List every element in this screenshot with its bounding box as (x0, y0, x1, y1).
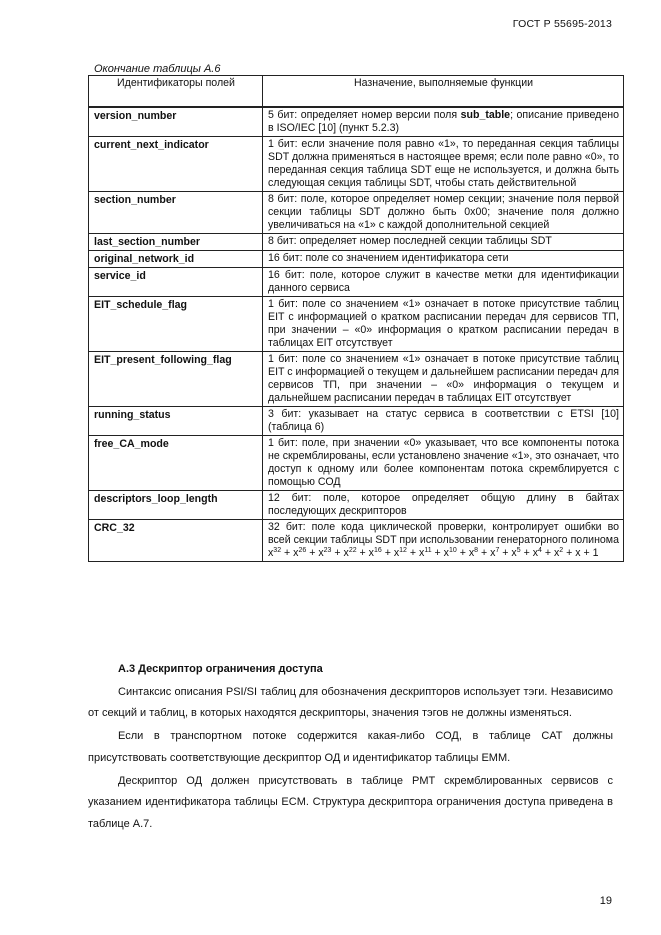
field-description: 16 бит: поле со значением идентификатора сети (263, 251, 624, 268)
table-row (89, 137, 624, 192)
table-body (89, 107, 624, 562)
column-header-identifiers: Идентификаторы полей (89, 76, 263, 108)
field-identifier: descriptors_loop_length (89, 491, 263, 520)
table-header-row (89, 76, 624, 108)
field-identifier: current_next_indicator (89, 137, 263, 192)
table-row (89, 234, 624, 251)
section-a3 (88, 659, 613, 837)
field-description: 1 бит: поле со значением «1» означает в потоке присутствие таблиц EIT с информацией о кратком расписании передач для сервисов ТП, при значении – «0» информация о кратком расписании передач в таблицах EIT отсутствует (263, 297, 624, 352)
table-row (89, 436, 624, 491)
field-description: 8 бит: поле, которое определяет номер секции; значение поля первой секции таблицы SDT должно быть 0x00; значение поля должно увеличиваться на «1» с каждой дополнительной секцией (263, 192, 624, 234)
section-paragraph: Дескриптор ОД должен присутствовать в таблице PMT скремблированных сервисов с указанием идентификатора таблицы ECM. Структура дескриптора ограничения доступа приведена в таблице А.7. (88, 774, 613, 830)
field-identifier: EIT_schedule_flag (89, 297, 263, 352)
field-description: 1 бит: поле, при значении «0» указывает, что все компоненты потока не скремблированы, если установлено значение «1», это означает, что доступ к одному или более компонентам потока скремблируется с помощью СОД (263, 436, 624, 491)
field-description: 3 бит: указывает на статус сервиса в соответствии с ETSI [10] (таблица 6) (263, 407, 624, 436)
table-row (89, 297, 624, 352)
field-identifier: original_network_id (89, 251, 263, 268)
section-paragraph: Синтаксис описания PSI/SI таблиц для обозначения дескрипторов использует тэги. Независимо от секций и таблиц, в которых находятся дескрипторы, значения тэгов не должны изменяться. (88, 685, 613, 719)
field-identifier: last_section_number (89, 234, 263, 251)
table-row (89, 251, 624, 268)
section-paragraph: Если в транспортном потоке содержится какая-либо СОД, в таблице CAT должны присутствовать соответствующие дескриптор ОД и идентификатор таблицы EMM. (88, 730, 613, 764)
section-heading: А.3 Дескриптор ограничения доступа (118, 663, 323, 675)
table-row (89, 107, 624, 137)
table-row (89, 352, 624, 407)
table-row (89, 520, 624, 562)
table-row (89, 192, 624, 234)
table-row (89, 268, 624, 297)
field-description: 5 бит: определяет номер версии поля sub_table; описание приведено в ISO/IEC [10] (пункт 5.2.3) (263, 107, 624, 137)
page-number: 19 (599, 895, 612, 907)
field-description: 1 бит: если значение поля равно «1», то переданная секция таблицы SDT должна применяться в настоящее время; если поле равно «0», то переданная секция таблица SDT еще не используется, и должна быть следующая секция таблицы SDT, чтобы стать действительной (263, 137, 624, 192)
field-description: 16 бит: поле, которое служит в качестве метки для идентификации данного сервиса (263, 268, 624, 297)
table-row (89, 491, 624, 520)
field-identifier: version_number (89, 107, 263, 137)
field-identifier: section_number (89, 192, 263, 234)
field-identifier: EIT_present_following_flag (89, 352, 263, 407)
field-identifier: service_id (89, 268, 263, 297)
field-identifier: free_CA_mode (89, 436, 263, 491)
field-identifier: CRC_32 (89, 520, 263, 562)
field-description: 12 бит: поле, которое определяет общую длину в байтах последующих дескрипторов (263, 491, 624, 520)
column-header-purpose: Назначение, выполняемые функции (263, 76, 624, 108)
field-description: 1 бит: поле со значением «1» означает в потоке присутствие таблиц EIT с информацией о текущем и дальнейшем расписании передач для сервисов ТП, при значении – «0» информация о текущем и дальнейшем расписании передач в таблицах EIT отсутствует (263, 352, 624, 407)
field-description: 8 бит: определяет номер последней секции таблицы SDT (263, 234, 624, 251)
standard-designation: ГОСТ Р 55695-2013 (512, 18, 612, 30)
table-caption: Окончание таблицы А.6 (94, 63, 221, 75)
fields-table (88, 75, 624, 562)
field-identifier: running_status (89, 407, 263, 436)
field-description: 32 бит: поле кода циклической проверки, контролирует ошибки во всей секции таблицы SDT при использовании генераторного полинома $x^{32} + x^{26} + x^{23} + x^{22} + x^{16} + x^{12} + x^{11} + x^{10} + x^8 + x^7 + x^5 + x^4 + x^2 + x + 1$ (263, 520, 624, 562)
table-row (89, 407, 624, 436)
